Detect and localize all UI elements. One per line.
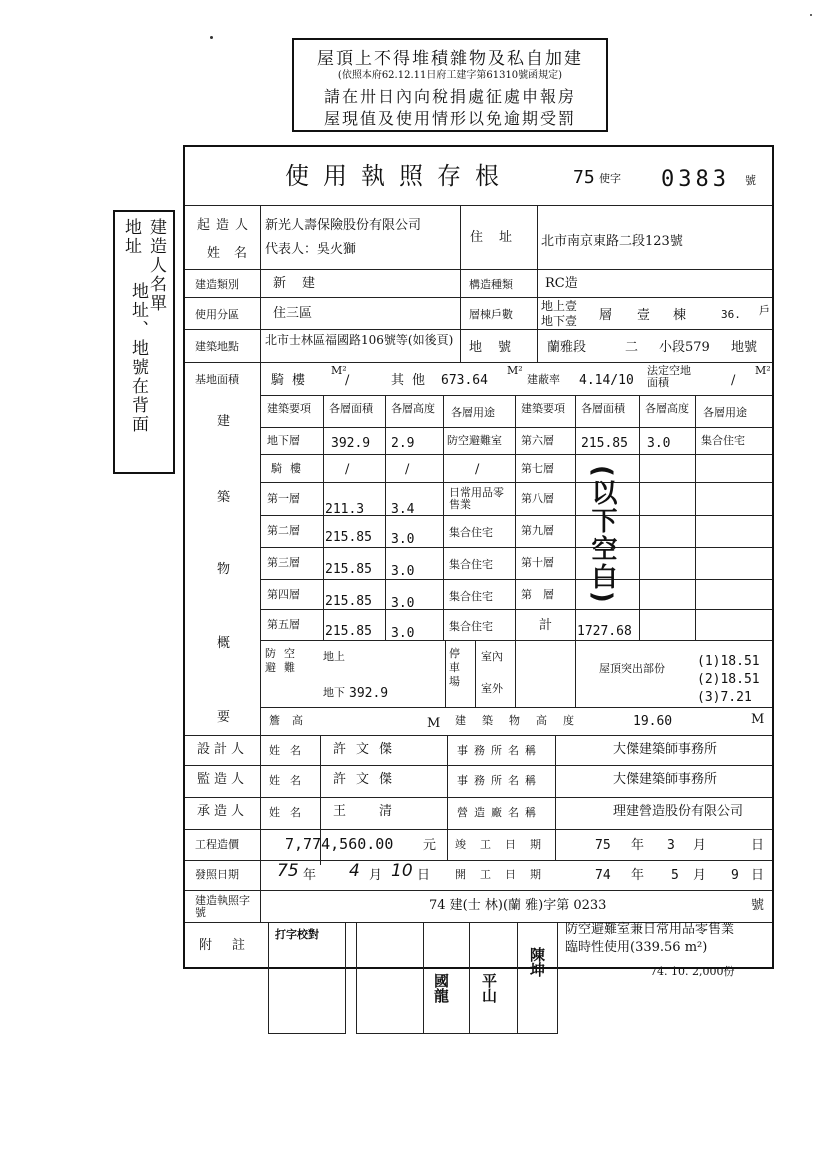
- col-height: 各層高度: [391, 402, 435, 415]
- legal-open-slash: /: [731, 373, 736, 388]
- col-area-r: 各層面積: [581, 402, 625, 415]
- label-address: 住址: [470, 230, 529, 245]
- floor-height: /: [405, 462, 410, 477]
- label-indoor: 室內: [481, 650, 503, 663]
- floor-use: 日常用品零售業: [449, 486, 504, 511]
- lot-section: 蘭雅段: [547, 340, 587, 355]
- form-number: 0383: [661, 167, 730, 192]
- label-rooftop: 屋頂突出部份: [599, 662, 665, 675]
- label-remarks: 附註: [199, 938, 266, 953]
- designer-name: 許文傑: [333, 742, 403, 757]
- typist-stamp: [268, 922, 346, 1034]
- col-height-r: 各層高度: [645, 402, 689, 415]
- form-year: 75: [573, 167, 595, 188]
- floor-height: 3.0: [391, 626, 415, 641]
- label-lot: 地號: [469, 340, 528, 355]
- label-supervisor: 監造人: [197, 772, 249, 787]
- applicant-rep: 代表人：吳火獅: [265, 242, 357, 257]
- form-title: 使用執照存根: [285, 162, 513, 190]
- start-month: 5: [671, 868, 679, 883]
- floor-use: 防空避難室: [447, 434, 502, 447]
- rooftop-3: (3)7.21: [697, 690, 752, 705]
- bldg-label-5: 要: [217, 710, 231, 725]
- approval-stamps: [356, 922, 558, 1034]
- label-contractor-name: 姓名: [269, 806, 311, 819]
- label-defense: 防空避難: [265, 647, 303, 674]
- label-start: 開工日期: [455, 868, 555, 881]
- unit-m2-arcade: M²: [331, 364, 347, 377]
- label-floors-units: 層棟戶數: [469, 308, 513, 321]
- applicant-company: 新光人壽保險股份有限公司: [265, 218, 422, 233]
- total-area: 1727.68: [577, 624, 632, 639]
- label-name: 姓名: [207, 246, 262, 261]
- floor-height: 3.0: [391, 532, 415, 547]
- floor-name-r: 第九層: [521, 524, 554, 537]
- floor-area: 215.85: [325, 594, 372, 609]
- permit-form: [183, 145, 774, 969]
- label-site-location: 建築地點: [195, 340, 239, 353]
- label-building-type: 建造類別: [195, 278, 239, 291]
- label-office: 事務所名稱: [457, 744, 542, 757]
- blank-note: (以下空白): [587, 465, 617, 605]
- lot-suffix: 地號: [731, 340, 758, 355]
- floors-above: 地上壹: [541, 299, 578, 313]
- start-ri: 日: [751, 868, 765, 883]
- start-day: 9: [731, 868, 739, 883]
- households: 36.: [721, 308, 741, 321]
- issue-year: 75: [277, 861, 299, 881]
- label-bldg-height: 建築物高度: [455, 714, 590, 727]
- label-outdoor: 室外: [481, 682, 503, 695]
- typist-label: 打字校對: [275, 928, 319, 941]
- label-designer-name: 姓名: [269, 744, 311, 757]
- households-hu: 戶: [759, 304, 770, 317]
- floor-height-r: 3.0: [647, 436, 671, 451]
- cost-value: 7,774,560.00: [285, 835, 394, 853]
- rooftop-1: (1)18.51: [697, 654, 760, 669]
- stamp-name-2: 平山: [480, 973, 498, 1003]
- issue-nian: 年: [303, 868, 317, 883]
- floor-name-r: 第七層: [521, 462, 554, 475]
- start-yue: 月: [693, 868, 707, 883]
- label-supervisor-name: 姓名: [269, 774, 311, 787]
- label-completion: 竣工日期: [455, 838, 555, 851]
- floor-area: 215.85: [325, 562, 372, 577]
- scan-speck: [210, 36, 213, 39]
- side-note-col1: 建造人名單: [146, 218, 166, 313]
- coverage: 4.14/10: [579, 373, 634, 388]
- label-office-2: 事務所名稱: [457, 774, 542, 787]
- notice-line4: 屋現值及使用情形以免逾期受罰: [323, 109, 576, 128]
- label-applicant: 起造人: [197, 218, 255, 233]
- bldg-label-1: 建: [217, 414, 231, 429]
- rooftop-2: (2)18.51: [697, 672, 760, 687]
- floors-bldg: 棟: [673, 308, 687, 323]
- label-legal-open: 法定空地面積: [647, 364, 691, 389]
- arcade-slash: /: [345, 373, 350, 388]
- cost-unit: 元: [423, 838, 437, 853]
- label-total: 計: [539, 618, 553, 633]
- col-area: 各層面積: [329, 402, 373, 415]
- label-permit: 建造執照字號: [195, 894, 250, 919]
- floor-name: 第一層: [267, 492, 300, 505]
- floor-use: 集合住宅: [449, 590, 493, 603]
- supervisor-office: 大傑建築師事務所: [613, 772, 718, 787]
- issue-day: 10: [391, 861, 413, 881]
- floor-name-r: 第六層: [521, 434, 554, 447]
- applicant-address: 北市南京東路二段123號: [541, 234, 683, 249]
- floors-below: 地下壹: [541, 314, 578, 328]
- lot-sub: 二: [625, 340, 639, 355]
- col-use-r: 各層用途: [703, 406, 747, 419]
- floor-name: 第三層: [267, 556, 300, 569]
- floor-area: 215.85: [325, 624, 372, 639]
- start-year: 74: [595, 868, 611, 883]
- floor-name: 第五層: [267, 618, 300, 631]
- floor-name-r: 第十層: [521, 556, 554, 569]
- site-other: 673.64: [441, 373, 488, 388]
- floor-area: /: [345, 462, 350, 477]
- label-designer: 設計人: [197, 742, 249, 757]
- label-other: 其他: [391, 373, 434, 388]
- label-structure: 構造種類: [469, 278, 513, 291]
- completion-nian: 年: [631, 838, 645, 853]
- structure: RC造: [545, 276, 578, 291]
- designer-office: 大傑建築師事務所: [613, 742, 718, 757]
- contractor-name: 王 清: [333, 804, 403, 819]
- floor-height: 3.0: [391, 564, 415, 579]
- completion-yue: 月: [693, 838, 707, 853]
- floor-area: 211.3: [325, 502, 365, 517]
- floors-unit-label: 層: [599, 308, 613, 323]
- stamp-name-1: 國龍: [432, 973, 450, 1003]
- label-factory: 營造廠名稱: [457, 806, 542, 819]
- col-item-r: 建築要項: [521, 402, 565, 415]
- floor-use: 集合住宅: [449, 558, 493, 571]
- bldg-label-3: 物: [217, 562, 231, 577]
- defense-above: 地上: [323, 650, 345, 663]
- floor-name: 地下層: [267, 434, 300, 447]
- permit-suffix: 號: [751, 898, 765, 913]
- start-nian: 年: [631, 868, 645, 883]
- floor-area-r: 215.85: [581, 436, 628, 451]
- defense-below: 地下: [323, 686, 345, 699]
- site-other-unit: M²: [507, 364, 523, 377]
- unit-m2-open: M²: [755, 364, 771, 377]
- label-coverage: 建蔽率: [527, 373, 560, 386]
- floor-height: 3.0: [391, 596, 415, 611]
- floor-name-r: 第 層: [521, 588, 554, 601]
- form-word: 使字: [599, 172, 621, 185]
- label-usage-zone: 使用分區: [195, 308, 239, 321]
- col-use: 各層用途: [451, 406, 495, 419]
- floor-area: 215.85: [325, 530, 372, 545]
- floors-count: 壹: [637, 308, 651, 323]
- floor-area: 392.9: [331, 436, 371, 451]
- form-suffix: 號: [745, 174, 756, 187]
- permit-text: 74 建(士 林)(蘭 雅)字第 0233: [429, 898, 607, 913]
- print-mark: 74. 10. 2,000份: [650, 965, 735, 978]
- floor-name-r: 第八層: [521, 492, 554, 505]
- unit-m-eave: M: [427, 716, 441, 731]
- unit-m-height: M: [751, 712, 765, 727]
- col-item: 建築要項: [267, 402, 311, 415]
- supervisor-name: 許文傑: [333, 772, 403, 787]
- side-note-col2: 地址、地號在背面: [128, 282, 148, 434]
- bldg-label-2: 築: [217, 490, 231, 505]
- floor-use-r: 集合住宅: [701, 434, 745, 447]
- label-cost: 工程造價: [195, 838, 239, 851]
- side-note: [113, 210, 175, 474]
- remarks-line2: 臨時性使用(339.56 m²): [565, 940, 708, 955]
- bldg-label-4: 概: [217, 636, 231, 651]
- notice-line2: (依照本府62.12.11日府工建字第61310號函規定): [337, 70, 563, 81]
- floor-use: 集合住宅: [449, 620, 493, 633]
- remarks-line1: 防空避難室兼日常用品零售業: [565, 922, 735, 937]
- lot-small: 小段579: [659, 340, 710, 355]
- floor-height: 2.9: [391, 436, 415, 451]
- floor-use: /: [475, 462, 480, 477]
- floor-use: 集合住宅: [449, 526, 493, 539]
- usage-zone: 住三區: [273, 306, 313, 321]
- floor-name: 第四層: [267, 588, 300, 601]
- notice-box: [292, 38, 608, 132]
- label-arcade: 騎樓: [271, 373, 314, 388]
- height-val: 19.60: [633, 714, 673, 729]
- notice-line3: 請在卅日內向稅捐處征處申報房: [323, 87, 576, 106]
- completion-ri: 日: [751, 838, 765, 853]
- issue-ri: 日: [417, 868, 431, 883]
- completion-year: 75: [595, 838, 611, 853]
- label-contractor: 承造人: [197, 804, 249, 819]
- side-note-col3: 地址: [121, 218, 141, 256]
- contractor-factory: 理建營造股份有限公司: [613, 804, 744, 819]
- completion-month: 3: [667, 838, 675, 853]
- notice-line1: 屋頂上不得堆積雜物及私自加建: [317, 49, 583, 69]
- scan-speck: [810, 14, 812, 16]
- issue-month: 4: [349, 861, 360, 881]
- floor-height: 3.4: [391, 502, 415, 517]
- issue-yue: 月: [369, 868, 383, 883]
- floor-name: 第二層: [267, 524, 300, 537]
- floor-name: 騎樓: [271, 462, 309, 475]
- label-parking: 停車場: [449, 647, 460, 688]
- site-location: 北市士林區福國路106號等(如後頁): [265, 333, 454, 347]
- defense-below-val: 392.9: [349, 686, 389, 701]
- label-eave: 簷高: [269, 714, 315, 727]
- stamp-name-3: 陳坤: [528, 947, 546, 977]
- label-site-area: 基地面積: [195, 373, 239, 386]
- building-type: 新建: [273, 276, 332, 291]
- label-issue: 發照日期: [195, 868, 239, 881]
